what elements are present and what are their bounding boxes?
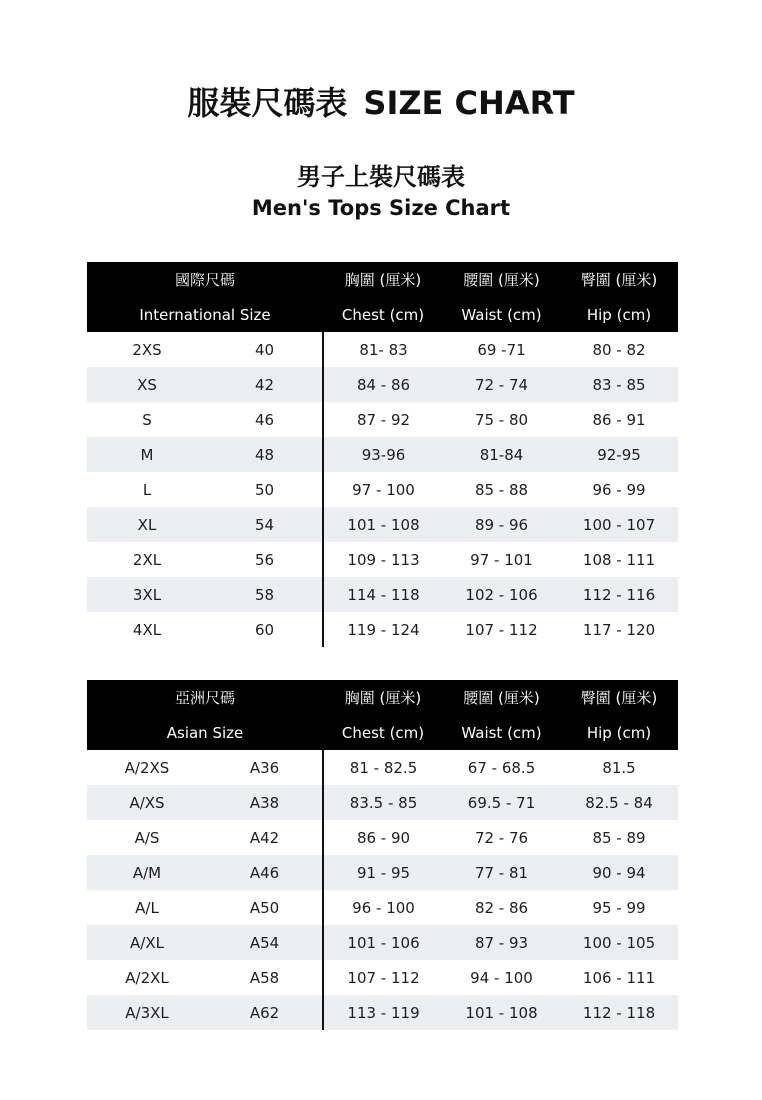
chest-cell: 81 - 82.5 — [349, 758, 418, 777]
page-title-zh: 服裝尺碼表 — [187, 84, 348, 122]
hip-cell: 95 - 99 — [592, 898, 646, 917]
size-number-cell: 56 — [207, 542, 323, 577]
hip-cell: 92-95 — [560, 437, 678, 472]
hip-cell: 117 - 120 — [582, 620, 656, 639]
table-row — [87, 750, 678, 785]
table-row — [87, 507, 678, 542]
size-label-cell: S — [142, 410, 152, 429]
size-label-cell: 2XL — [132, 550, 162, 569]
header-waist-en: Waist (cm) — [443, 297, 560, 332]
table-row — [87, 820, 678, 855]
header-chest-zh: 胸圍 (厘米) — [323, 680, 443, 715]
section-subtitle-en: Men's Tops Size Chart — [251, 196, 511, 220]
header-waist-zh: 腰圍 (厘米) — [443, 680, 560, 715]
header-size-zh: 亞洲尺碼 — [87, 680, 323, 715]
size-label-cell: A/2XS — [124, 758, 170, 777]
chest-cell: 119 - 124 — [347, 620, 420, 639]
hip-cell: 112 - 116 — [560, 577, 678, 612]
hip-cell: 106 - 111 — [582, 968, 656, 987]
header-hip-zh: 臀圍 (厘米) — [560, 680, 678, 715]
international-size-table — [87, 262, 679, 647]
size-label-cell: L — [142, 480, 152, 499]
header-waist-zh: 腰圍 (厘米) — [443, 262, 560, 297]
chest-cell: 86 - 90 — [356, 828, 411, 847]
header-row-en — [87, 297, 678, 332]
hip-cell: 82.5 - 84 — [560, 785, 678, 820]
table-row — [87, 402, 678, 437]
table-row — [87, 995, 678, 1030]
waist-cell: 75 - 80 — [474, 410, 529, 429]
table-row — [87, 542, 678, 577]
size-label-cell: 4XL — [132, 620, 162, 639]
header-row-zh — [87, 680, 678, 715]
chest-cell: 87 - 92 — [356, 410, 411, 429]
waist-cell: 87 - 93 — [443, 925, 560, 960]
waist-cell: 82 - 86 — [474, 898, 529, 917]
table-row — [87, 612, 678, 647]
hip-cell: 83 - 85 — [560, 367, 678, 402]
waist-cell: 77 - 81 — [443, 855, 560, 890]
table-row — [87, 367, 678, 402]
waist-cell: 85 - 88 — [474, 480, 529, 499]
header-size-zh: 國際尺碼 — [87, 262, 323, 297]
table-row — [87, 925, 678, 960]
size-number-cell: 54 — [207, 507, 323, 542]
size-number-cell: A62 — [207, 995, 323, 1030]
chest-cell: 97 - 100 — [352, 480, 415, 499]
hip-cell: 86 - 91 — [592, 410, 646, 429]
header-chest-en: Chest (cm) — [323, 715, 443, 750]
table-row — [87, 332, 678, 367]
header-waist-en: Waist (cm) — [443, 715, 560, 750]
size-label-cell: 2XS — [132, 340, 162, 359]
chest-cell: 107 - 112 — [347, 968, 420, 987]
table-row — [87, 960, 678, 995]
waist-cell: 94 - 100 — [470, 968, 533, 987]
size-number-cell: A46 — [207, 855, 323, 890]
table-row — [87, 437, 678, 472]
size-label-cell: M — [87, 437, 207, 472]
waist-cell: 69 -71 — [477, 340, 526, 359]
hip-cell: 112 - 118 — [560, 995, 678, 1030]
chest-cell: 96 - 100 — [352, 898, 415, 917]
size-number-cell: 50 — [207, 472, 323, 507]
chest-cell: 81- 83 — [359, 340, 408, 359]
page-title — [0, 78, 762, 124]
header-chest-zh: 胸圍 (厘米) — [323, 262, 443, 297]
size-label-cell: A/M — [87, 855, 207, 890]
waist-cell: 69.5 - 71 — [443, 785, 560, 820]
header-hip-en: Hip (cm) — [560, 715, 678, 750]
chest-cell: 91 - 95 — [323, 855, 443, 890]
chest-cell: 109 - 113 — [347, 550, 420, 569]
table-row — [87, 855, 678, 890]
waist-cell: 72 - 76 — [474, 828, 529, 847]
hip-cell: 100 - 107 — [560, 507, 678, 542]
size-label-cell: A/S — [134, 828, 160, 847]
size-label-cell: A/L — [135, 898, 159, 917]
table-row — [87, 577, 678, 612]
waist-cell: 89 - 96 — [443, 507, 560, 542]
size-number-cell: A54 — [207, 925, 323, 960]
waist-cell: 102 - 106 — [443, 577, 560, 612]
asian-size-table — [87, 680, 679, 1030]
waist-cell: 97 - 101 — [470, 550, 533, 569]
size-number-cell: 46 — [207, 402, 323, 437]
header-size-en: International Size — [87, 297, 323, 332]
waist-cell: 67 - 68.5 — [467, 758, 536, 777]
waist-cell: 101 - 108 — [443, 995, 560, 1030]
hip-cell: 90 - 94 — [560, 855, 678, 890]
table-row — [87, 890, 678, 925]
size-label-cell: A/XS — [87, 785, 207, 820]
header-size-en: Asian Size — [87, 715, 323, 750]
header-row-zh — [87, 262, 678, 297]
hip-cell: 96 - 99 — [592, 480, 646, 499]
size-label-cell: XL — [87, 507, 207, 542]
page-title-en: SIZE CHART — [363, 84, 575, 122]
size-label-cell: XS — [87, 367, 207, 402]
size-number-cell: A42 — [207, 820, 323, 855]
chest-cell: 113 - 119 — [323, 995, 443, 1030]
size-label-cell: A/2XL — [125, 968, 169, 987]
hip-cell: 108 - 111 — [582, 550, 656, 569]
size-number-cell: A50 — [207, 890, 323, 925]
size-number-cell: A36 — [207, 750, 323, 785]
size-number-cell: 58 — [207, 577, 323, 612]
size-number-cell: A38 — [207, 785, 323, 820]
header-hip-zh: 臀圍 (厘米) — [560, 262, 678, 297]
hip-cell: 80 - 82 — [592, 340, 646, 359]
size-number-cell: 48 — [207, 437, 323, 472]
size-number-cell: 40 — [207, 332, 323, 367]
hip-cell: 81.5 — [602, 758, 636, 777]
chest-cell: 101 - 108 — [323, 507, 443, 542]
table-row — [87, 472, 678, 507]
chest-cell: 93-96 — [323, 437, 443, 472]
section-subtitle-zh: 男子上裝尺碼表 — [297, 163, 465, 191]
chest-cell: 101 - 106 — [323, 925, 443, 960]
chest-cell: 83.5 - 85 — [323, 785, 443, 820]
size-label-cell: A/3XL — [87, 995, 207, 1030]
hip-cell: 100 - 105 — [560, 925, 678, 960]
waist-cell: 72 - 74 — [443, 367, 560, 402]
header-chest-en: Chest (cm) — [323, 297, 443, 332]
size-number-cell: 42 — [207, 367, 323, 402]
size-label-cell: 3XL — [87, 577, 207, 612]
table-row — [87, 785, 678, 820]
header-row-en — [87, 715, 678, 750]
chest-cell: 114 - 118 — [323, 577, 443, 612]
size-number-cell: 60 — [207, 612, 323, 647]
chest-cell: 84 - 86 — [323, 367, 443, 402]
waist-cell: 81-84 — [443, 437, 560, 472]
header-hip-en: Hip (cm) — [560, 297, 678, 332]
size-label-cell: A/XL — [87, 925, 207, 960]
waist-cell: 107 - 112 — [465, 620, 538, 639]
size-number-cell: A58 — [207, 960, 323, 995]
hip-cell: 85 - 89 — [592, 828, 646, 847]
